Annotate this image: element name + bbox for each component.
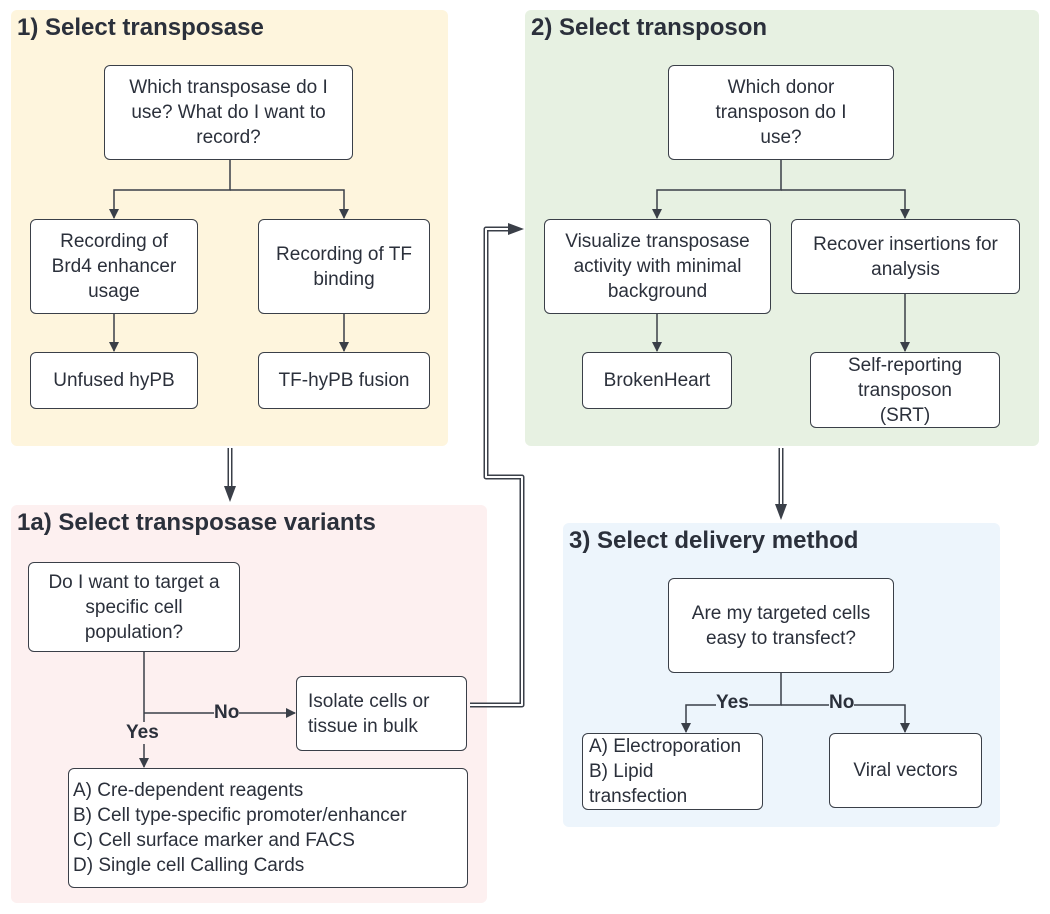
yes-label: Yes xyxy=(716,692,749,713)
list-item: C) Cell surface marker and FACS xyxy=(73,830,355,851)
option-tf-binding: Recording of TF binding xyxy=(258,219,430,314)
panel-title: 2) Select transposon xyxy=(531,14,768,41)
connector xyxy=(230,190,344,218)
connector xyxy=(781,190,905,218)
panel-title: 1a) Select transposase variants xyxy=(17,509,376,536)
list-item: D) Single cell Calling Cards xyxy=(73,855,305,876)
list-item: A) Cre-dependent reagents xyxy=(73,780,304,801)
option-visualize: Visualize transposase activity with minimal background xyxy=(544,219,771,314)
question-donor: Which donor transposon do I use? xyxy=(668,65,894,160)
variant-options-list xyxy=(68,768,468,888)
result-viral-vectors: Viral vectors xyxy=(829,733,982,808)
result-isolate-bulk: Isolate cells or tissue in bulk xyxy=(296,676,467,751)
result-brokenheart: BrokenHeart xyxy=(582,352,732,409)
panel-title: 3) Select delivery method xyxy=(569,527,859,554)
list-item: B) Cell type-specific promoter/enhancer xyxy=(73,805,407,826)
result-srt: Self-reporting transposon (SRT) xyxy=(810,352,1000,428)
yes-label: Yes xyxy=(126,722,159,743)
connector xyxy=(114,160,230,218)
connector xyxy=(657,160,781,218)
arrowhead xyxy=(508,223,524,235)
question-target-population: Do I want to target a specific cell population? xyxy=(28,562,240,652)
no-label: No xyxy=(214,702,240,723)
panel-title: 1) Select transposase xyxy=(17,14,264,41)
question-transposase: Which transposase do I use? What do I want to record? xyxy=(104,65,353,160)
option-brd4: Recording of Brd4 enhancer usage xyxy=(30,219,198,314)
no-label: No xyxy=(829,692,855,713)
result-nonviral xyxy=(582,733,763,810)
result-unfused-hypb: Unfused hyPB xyxy=(30,352,198,409)
question-transfect: Are my targeted cells easy to transfect? xyxy=(668,578,894,673)
arrowhead xyxy=(775,504,787,520)
list-item: B) Lipid transfection xyxy=(589,761,688,807)
list-item: A) Electroporation xyxy=(589,736,742,757)
result-tf-hypb-fusion: TF-hyPB fusion xyxy=(258,352,430,409)
arrowhead xyxy=(224,486,236,502)
option-recover: Recover insertions for analysis xyxy=(791,219,1020,294)
